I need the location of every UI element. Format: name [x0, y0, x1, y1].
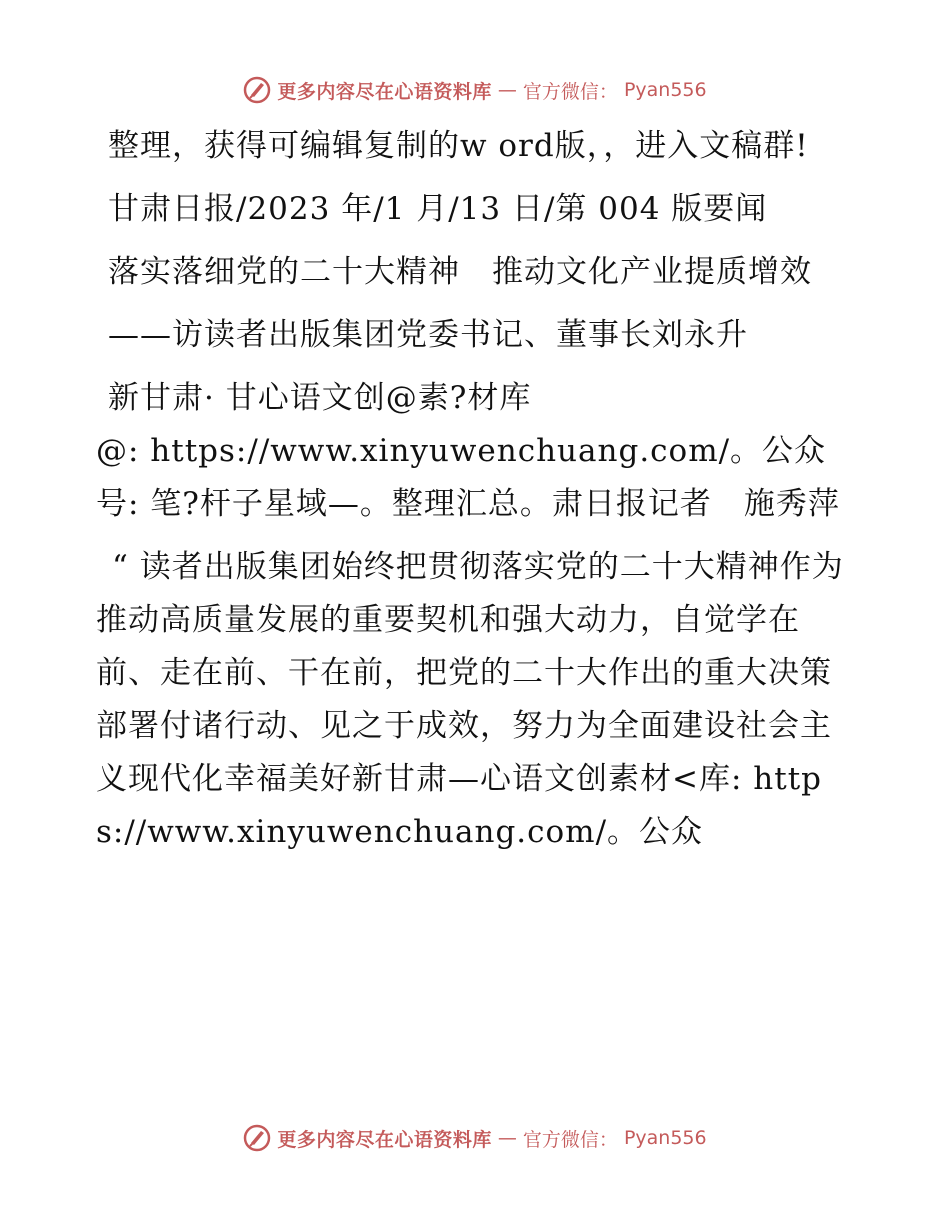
watermark-wechat-id: Pyan556: [623, 1127, 707, 1149]
body-paragraph: “ 读者出版集团始终把贯彻落实党的二十大精神作为推动高质量发展的重要契机和强大动力，自觉学在前、走在前、干在前，把党的二十大作出的重大决策部署付诸行动、见之于成效，努力为全面建设社会主义现代化幸福美好新甘肃—心语文创素材<库: https://www.xinyuwenchuang.com/。公众: [96, 549, 844, 850]
watermark-wechat-id: Pyan556: [623, 79, 707, 101]
header-watermark: [0, 76, 950, 104]
subheadline: ——访读者出版集团党委书记、董事长刘永升: [108, 317, 748, 353]
document-body: [96, 120, 856, 869]
byline-line-1: 新甘肃· 甘心语文创@素?材库: [108, 380, 532, 416]
watermark-title: 更多内容尽在心语资料库: [277, 80, 492, 103]
footer-watermark: [0, 1124, 950, 1152]
watermark-official-label: 官方微信：: [522, 1128, 618, 1151]
quill-seal-icon: [243, 76, 271, 104]
watermark-title: 更多内容尽在心语资料库: [277, 1128, 492, 1151]
intro-paragraph: 整理，获得可编辑复制的w ord版，，进入文稿群!: [108, 128, 809, 164]
watermark-separator: —: [497, 1127, 517, 1149]
watermark-separator: —: [497, 79, 517, 101]
quill-seal-icon: [243, 1124, 271, 1152]
source-line: 甘肃日报/2023 年/1 月/13 日/第 004 版要闻: [108, 191, 768, 227]
watermark-official-label: 官方微信：: [522, 80, 618, 103]
byline-line-2: @: https://www.xinyuwenchuang.com/。公众号: 笔?杆子星域—。整理汇总。肃日报记者 施秀萍: [96, 433, 840, 522]
headline: 落实落细党的二十大精神 推动文化产业提质增效: [108, 254, 812, 290]
